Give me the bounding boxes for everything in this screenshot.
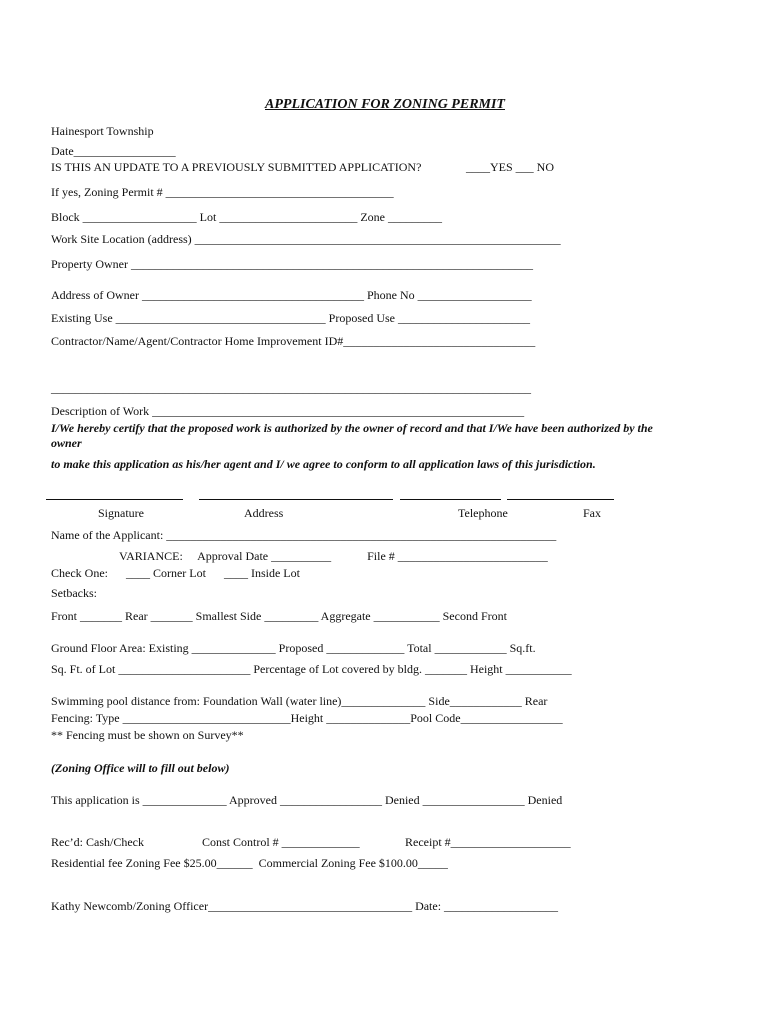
- office-use-note: (Zoning Office will to fill out below): [51, 761, 230, 775]
- receipt-field[interactable]: Receipt #____________________: [405, 835, 571, 849]
- check-one-row[interactable]: Check One: ____ Corner Lot ____ Inside Lot: [51, 566, 300, 580]
- certification-line-1: I/We hereby certify that the proposed work is authorized by the owner of record and that I/We have been authorized by the: [51, 421, 653, 435]
- certification-line-2: owner: [51, 436, 82, 450]
- variance-row[interactable]: VARIANCE: Approval Date __________ File # _________________________: [119, 549, 548, 563]
- setbacks-row[interactable]: Front _______ Rear _______ Smallest Side _________ Aggregate ___________ Second Front: [51, 609, 507, 623]
- address-line[interactable]: [199, 499, 393, 500]
- property-owner-field[interactable]: Property Owner ___________________________________________________________________: [51, 257, 533, 271]
- const-control-field[interactable]: Const Control # _____________: [202, 835, 360, 849]
- block-lot-zone-field[interactable]: Block ___________________ Lot _______________________ Zone _________: [51, 210, 442, 224]
- owner-address-phone-field[interactable]: Address of Owner _____________________________________ Phone No ___________________: [51, 288, 532, 302]
- update-yes-no-field[interactable]: ____YES ___ NO: [466, 160, 555, 174]
- recd-label: Rec’d: Cash/Check: [51, 835, 144, 849]
- zoning-officer-row[interactable]: Kathy Newcomb/Zoning Officer__________________________________ Date: ___________________: [51, 899, 559, 913]
- existing-proposed-use-field[interactable]: Existing Use ___________________________________ Proposed Use ______________________: [51, 311, 530, 325]
- fax-label: Fax: [583, 506, 601, 520]
- certification-line-3: to make this application as his/her agent and I/ we agree to conform to all application laws of this jurisdiction.: [51, 457, 596, 471]
- township-name: Hainesport Township: [51, 124, 154, 138]
- form-title: APPLICATION FOR ZONING PERMIT: [265, 97, 505, 112]
- setbacks-label: Setbacks:: [51, 586, 97, 600]
- telephone-label: Telephone: [458, 506, 508, 520]
- fencing-type-row[interactable]: Fencing: Type ____________________________Height ______________Pool Code_________________: [51, 711, 563, 725]
- signature-label: Signature: [98, 506, 144, 520]
- fees-row[interactable]: Residential fee Zoning Fee $25.00______ Commercial Zoning Fee $100.00_____: [51, 856, 448, 870]
- zoning-permit-number-field[interactable]: If yes, Zoning Permit # ______________________________________: [51, 185, 394, 199]
- applicant-name-field[interactable]: Name of the Applicant: _________________________________________________________________: [51, 528, 557, 542]
- update-question: IS THIS AN UPDATE TO A PREVIOUSLY SUBMITTED APPLICATION?: [51, 160, 422, 174]
- address-label: Address: [244, 506, 284, 520]
- telephone-line[interactable]: [400, 499, 501, 500]
- lot-coverage-row[interactable]: Sq. Ft. of Lot ______________________ Percentage of Lot covered by bldg. _______ Height ___________: [51, 662, 572, 676]
- work-site-location-field[interactable]: Work Site Location (address) _____________________________________________________________: [51, 232, 561, 246]
- fencing-note: ** Fencing must be shown on Survey**: [51, 728, 244, 742]
- description-of-work-field[interactable]: Description of Work ______________________________________________________________: [51, 404, 525, 418]
- date-field[interactable]: Date_________________: [51, 144, 176, 158]
- pool-distance-row[interactable]: Swimming pool distance from: Foundation Wall (water line)______________ Side____________ Rear: [51, 694, 548, 708]
- contractor-id-field[interactable]: Contractor/Name/Agent/Contractor Home Improvement ID#________________________________: [51, 334, 536, 348]
- application-status-row[interactable]: This application is ______________ Approved _________________ Denied _________________ Denied: [51, 793, 563, 807]
- fax-line[interactable]: [507, 499, 614, 500]
- signature-line[interactable]: [46, 499, 183, 500]
- blank-line[interactable]: ________________________________________________________________________________: [51, 381, 531, 395]
- ground-floor-area-row[interactable]: Ground Floor Area: Existing ______________ Proposed _____________ Total ____________ Sq.ft.: [51, 641, 536, 655]
